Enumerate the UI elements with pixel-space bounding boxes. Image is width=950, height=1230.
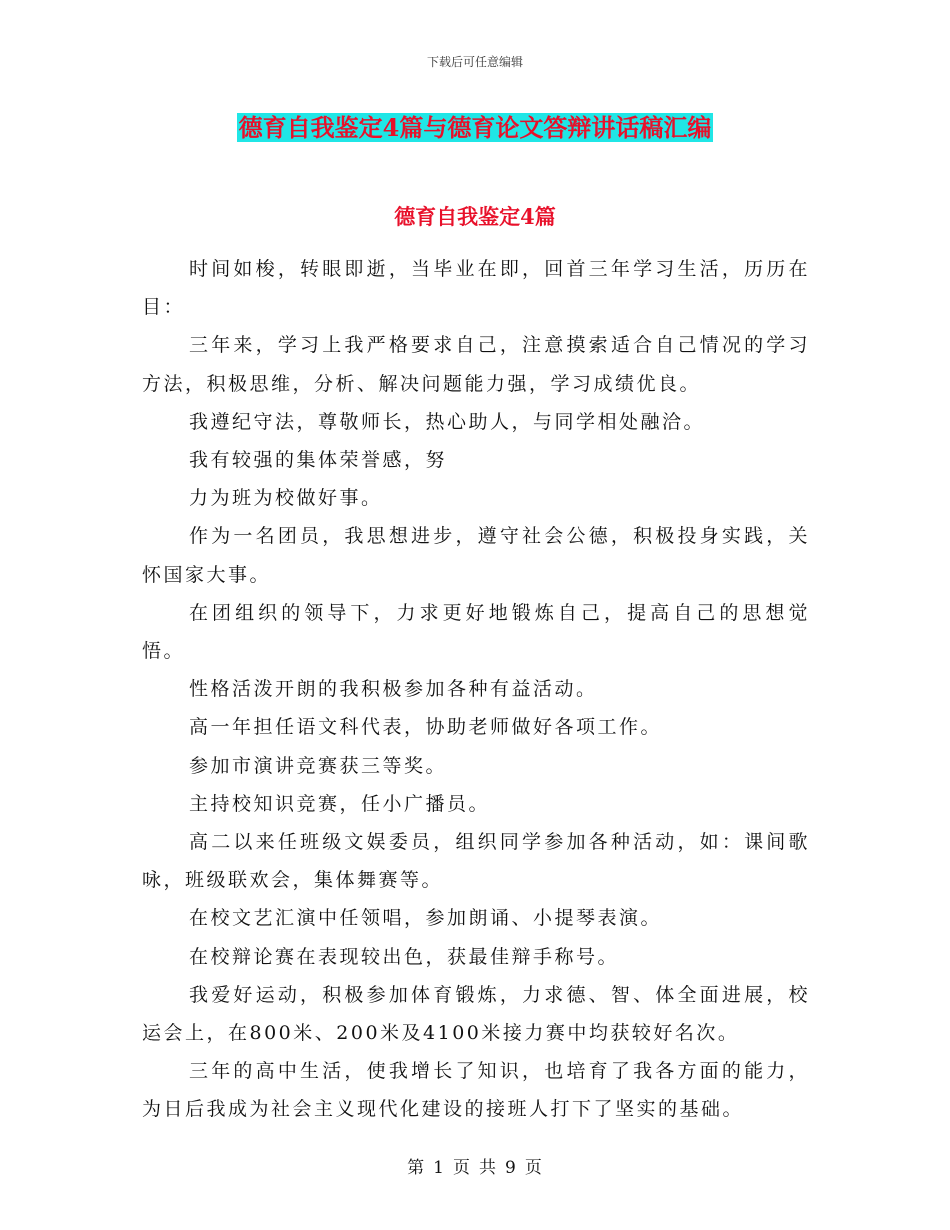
footer-total-unit: 页 <box>524 1158 543 1178</box>
paragraph: 高一年担任语文科代表，协助老师做好各项工作。 <box>189 716 663 739</box>
footer-page-unit: 页 <box>453 1158 471 1178</box>
footer-total-label: 共 <box>479 1158 497 1178</box>
paragraph: 时间如梭，转眼即逝，当毕业在即，回首三年学习生活，历历在目： <box>142 258 810 319</box>
footer-page-label: 第 <box>407 1158 426 1178</box>
footer-page-total: 9 <box>505 1158 517 1178</box>
paragraph: 在团组织的领导下，力求更好地锻炼自己，提高自己的思想觉悟。 <box>142 601 810 663</box>
document-title <box>0 111 950 145</box>
paragraph: 主持校知识竞赛，任小广播员。 <box>189 792 491 815</box>
document-title-text: 德育自我鉴定4篇与德育论文答辩讲话稿汇编 <box>238 113 712 142</box>
paragraph: 三年的高中生活，使我增长了知识，也培育了我各方面的能力，为日后我成为社会主义现代化建设的接班人打下了坚实的基础。 <box>142 1060 810 1121</box>
footer-page-current: 1 <box>433 1158 445 1178</box>
page-header: 下载后可任意编辑 <box>426 55 523 69</box>
paragraph: 参加市演讲竞赛获三等奖。 <box>189 754 448 777</box>
paragraph: 我遵纪守法，尊敬师长，热心助人，与同学相处融洽。 <box>189 410 706 433</box>
paragraph: 在校辩论赛在表现较出色，获最佳辩手称号。 <box>189 945 620 968</box>
paragraph: 力为班为校做好事。 <box>189 487 383 510</box>
paragraph: 我有较强的集体荣誉感，努 <box>189 449 448 472</box>
paragraph: 高二以来任班级文娱委员，组织同学参加各种活动，如：课间歌咏，班级联欢会，集体舞赛等。 <box>142 831 810 892</box>
paragraph: 三年来，学习上我严格要求自己，注意摸索适合自己情况的学习方法，积极思维，分析、解决问题能力强，学习成绩优良。 <box>142 334 810 395</box>
paragraph: 我爱好运动，积极参加体育锻炼，力求德、智、体全面进展，校运会上，在800米、200米及4100米接力赛中均获较好名次。 <box>142 983 810 1045</box>
paragraph: 性格活泼开朗的我积极参加各种有益活动。 <box>189 678 598 701</box>
paragraph: 作为一名团员，我思想进步，遵守社会公德，积极投身实践，关怀国家大事。 <box>142 525 810 586</box>
section-title: 德育自我鉴定4篇 <box>394 204 556 229</box>
paragraph: 在校文艺汇演中任领唱，参加朗诵、小提琴表演。 <box>189 907 663 930</box>
document-body <box>142 250 810 1129</box>
page-footer <box>0 1153 950 1178</box>
